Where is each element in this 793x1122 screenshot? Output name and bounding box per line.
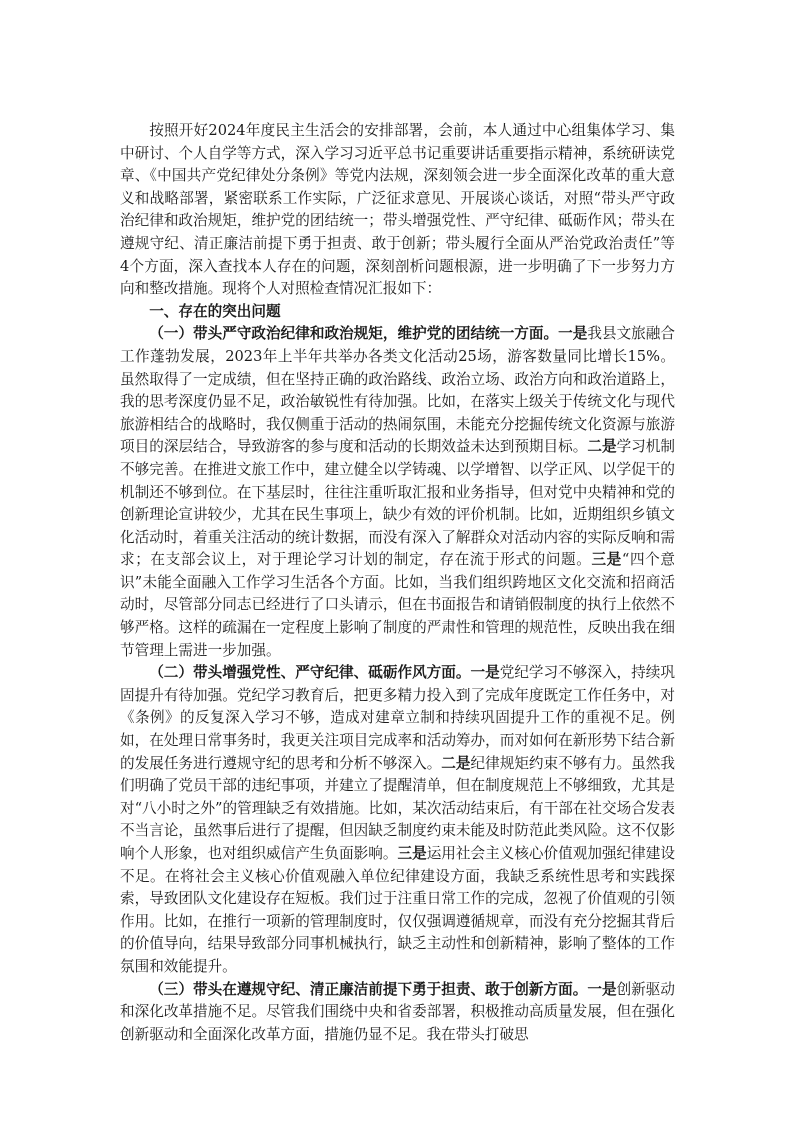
- text-segment: 纪律规矩约束不够有力。虽然我们明确了党员干部的违纪事项，并建立了提醒清单，但在制度规范上不够细致，尤其是对“八小时之外”的管理缺乏有效措施。比如，某次活动结束后，有干部在社交场合发表不当言论，虽然事后进行了提醒，但因缺乏制度约束未能及时防范此类风险。这不仅影响个人形象，也对组织威信产生负面影响。: [120, 754, 675, 862]
- bold-segment: 一是: [470, 664, 500, 682]
- bold-segment: 三是: [397, 845, 427, 862]
- problem-item-responsibility-innovation: [120, 979, 675, 1047]
- problem-item-political-discipline: [120, 323, 675, 662]
- bold-segment: 三是: [591, 551, 622, 569]
- document-body: [120, 120, 675, 1046]
- bold-segment: 一是: [558, 325, 588, 343]
- text-segment: 运用社会主义核心价值观加强纪律建设不足。在将社会主义核心价值观融入单位纪律建设方面，我缺乏系统性思考和实践探索，导致团队文化建设存在短板。我们过于注重日常工作的完成，忽视了价值观的引领作用。比如，在推行一项新的管理制度时，仅仅强调遵循规章，而没有充分挖掘其背后的价值导向，结果导致部分同事机械执行，缺乏主动性和创新精神，影响了整体的工作氛围和效能提升。: [120, 845, 675, 975]
- text-segment: 党纪学习不够深入，持续巩固提升有待加强。党纪学习教育后，把更多精力投入到了完成年度既定工作任务中，对《条例》的反复深入学习不够，造成对建章立制和持续巩固提升工作的重视不足。例如，在处理日常事务时，我更关注项目完成率和活动筹办，而对如何在新形势下结合新的发展任务进行遵规守纪的思考和分析不够深入。: [120, 664, 675, 772]
- text-segment: 我县文旅融合工作蓬勃发展，2023年上半年共举办各类文化活动25场，游客数量同比增长15%。虽然取得了一定成绩，但在坚持正确的政治路线、政治立场、政治方向和政治道路上，我的思考深度仍显不足，政治敏锐性有待加强。比如，在落实上级关于传统文化与现代旅游相结合的战略时，我仅侧重于活动的热闹氛围，未能充分挖掘传统文化资源与旅游项目的深层结合，导致游客的参与度和活动的长期效益未达到预期目标。: [120, 325, 675, 456]
- problem-item-party-spirit: [120, 662, 675, 978]
- intro-paragraph: 按照开好2024年度民主生活会的安排部署，会前，本人通过中心组集体学习、集中研讨、个人自学等方式，深入学习习近平总书记重要讲话重要指示精神，系统研读党章、《中国共产党纪律处分条例》等党内法规，深刻领会进一步全面深化改革的重大意义和战略部署，紧密联系工作实际，广泛征求意见、开展谈心谈话，对照“带头严守政治纪律和政治规矩，维护党的团结统一；带头增强党性、严守纪律、砥砺作风；带头在遵规守纪、清正廉洁前提下勇于担责、敢于创新；带头履行全面从严治党政治责任”等4个方面，深入查找本人存在的问题，深刻剖析问题根源，进一步明确了下一步努力方向和整改措施。现将个人对照检查情况汇报如下：: [120, 122, 675, 298]
- bold-segment: （一）带头严守政治纪律和政治规矩，维护党的团结统一方面。: [149, 325, 559, 343]
- text-segment: “四个意识”未能全面融入工作学习生活各个方面。比如，当我们组织跨地区文化交流和招商活动时，尽管部分同志已经进行了口头请示，但在书面报告和请销假制度的执行上依然不够严格。这样的疏漏在一定程度上影响了制度的严肃性和管理的规范性，反映出我在细节管理上需进一步加强。: [120, 551, 675, 659]
- bold-segment: 一是: [587, 980, 617, 998]
- bold-segment: 二是: [441, 754, 471, 772]
- bold-segment: 二是: [587, 438, 617, 456]
- bold-segment: （二）带头增强党性、严守纪律、砥砺作风方面。: [149, 664, 471, 682]
- text-segment: 学习机制不够完善。在推进文旅工作中，建立健全以学铸魂、以学增智、以学正风、以学促干的机制还不够到位。在下基层时，往往注重听取汇报和业务指导，但对党中央精神和党的创新理论宣讲较少，尤其在民生事项上，缺少有效的评价机制。比如，近期组织乡镇文化活动时，着重关注活动的统计数据，而没有深入了解群众对活动内容的实际反响和需求；在支部会议上，对于理论学习计划的制定，存在流于形式的问题。: [120, 438, 675, 569]
- section-heading-problems: 一、存在的突出问题: [149, 302, 281, 320]
- text-segment: 创新驱动和深化改革措施不足。尽管我们围绕中央和省委部署，积极推动高质量发展，但在强化创新驱动和全面深化改革方面，措施仍显不足。我在带头打破思: [120, 980, 675, 1043]
- bold-segment: （三）带头在遵规守纪、清正廉洁前提下勇于担责、敢于创新方面。: [149, 980, 588, 998]
